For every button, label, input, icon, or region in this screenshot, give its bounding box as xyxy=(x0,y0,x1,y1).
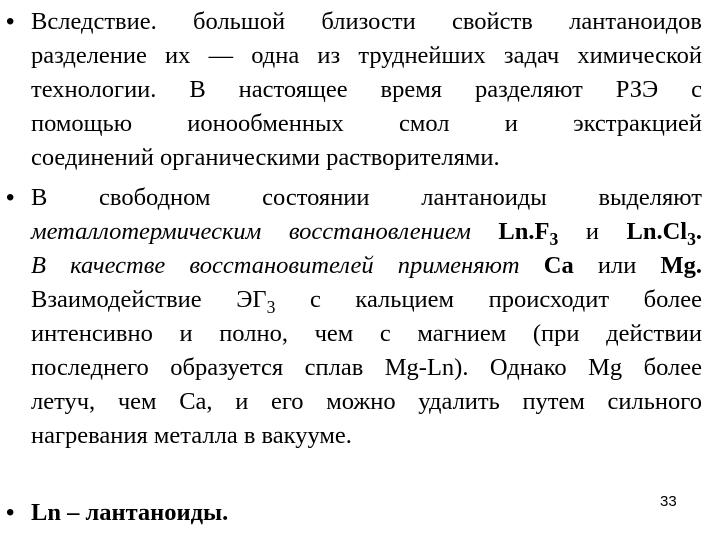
formula-lnf3-subscript: 3 xyxy=(549,229,559,250)
italic-phrase-reducers: В качестве восстановителей применяют xyxy=(31,252,520,279)
bullet-2-line-6: последнего образуется сплав Mg-Ln). Однако Mg более xyxy=(31,354,702,381)
element-mg xyxy=(661,252,703,279)
formula-eg3-subscript: 3 xyxy=(266,297,276,318)
formula-lncl3-subscript: 3 xyxy=(687,229,696,250)
bullet-1-line-4: помощью ионообменных смол и экстракцией xyxy=(31,110,702,137)
bullet-1-line-5: соединений органическими растворителями. xyxy=(31,144,500,171)
bullet-1-line-2: разделение их — одна из труднейших задач химической xyxy=(31,42,702,69)
element-mg-text: Mg xyxy=(660,252,696,279)
period: . xyxy=(695,218,703,245)
formula-eg3 xyxy=(31,286,276,318)
bullet-1-line-1: Вследствие. большой близости свойств лантаноидов xyxy=(31,8,702,35)
formula-eg3-base: Взаимодействие ЭГ xyxy=(31,286,267,313)
ln-definition: лантаноиды. xyxy=(85,499,229,526)
bullet-2-line-1: В свободном состоянии лантаноиды выделяют xyxy=(31,184,702,211)
conjunction-or: или xyxy=(597,252,637,279)
bullet-2-line-3 xyxy=(31,249,702,283)
conjunction-and: и xyxy=(585,218,599,245)
bullet-3-line-1 xyxy=(31,496,702,530)
bullet-2-line-5: интенсивно и полно, чем с магнием (при действии xyxy=(31,320,702,347)
bullet-2-line-4-rest: с кальцием происходит более xyxy=(309,286,702,313)
page-number: 33 xyxy=(660,493,677,510)
bullet-2-line-7: летуч, чем Са, и его можно удалить путем сильного xyxy=(31,388,702,415)
formula-lncl3-base: Ln.Cl xyxy=(626,218,688,245)
bullet-2-line-8: нагревания металла в вакууме. xyxy=(31,422,352,449)
bullet-1-text xyxy=(31,5,702,175)
formula-lnf3-base: Ln.F xyxy=(498,218,550,245)
period: . xyxy=(695,252,703,279)
bullet-3-marker: • xyxy=(6,499,15,526)
formula-lncl3 xyxy=(626,218,703,250)
bullet-2-line-2 xyxy=(31,215,702,249)
bullet-2-line-4 xyxy=(31,283,702,317)
bullet-1-line-3: технологии. В настоящее время разделяют РЗЭ с xyxy=(31,76,702,103)
ln-symbol: Ln xyxy=(31,499,61,526)
formula-lnf3 xyxy=(498,218,559,250)
dash: – xyxy=(67,499,80,526)
italic-phrase-reduction: металлотермическим восстановлением xyxy=(31,218,471,245)
element-ca: Ca xyxy=(543,252,574,279)
bullet-1-marker: • xyxy=(6,8,15,35)
bullet-3-text xyxy=(31,496,702,530)
bullet-2-text xyxy=(31,181,702,453)
bullet-2-marker: • xyxy=(6,184,15,211)
